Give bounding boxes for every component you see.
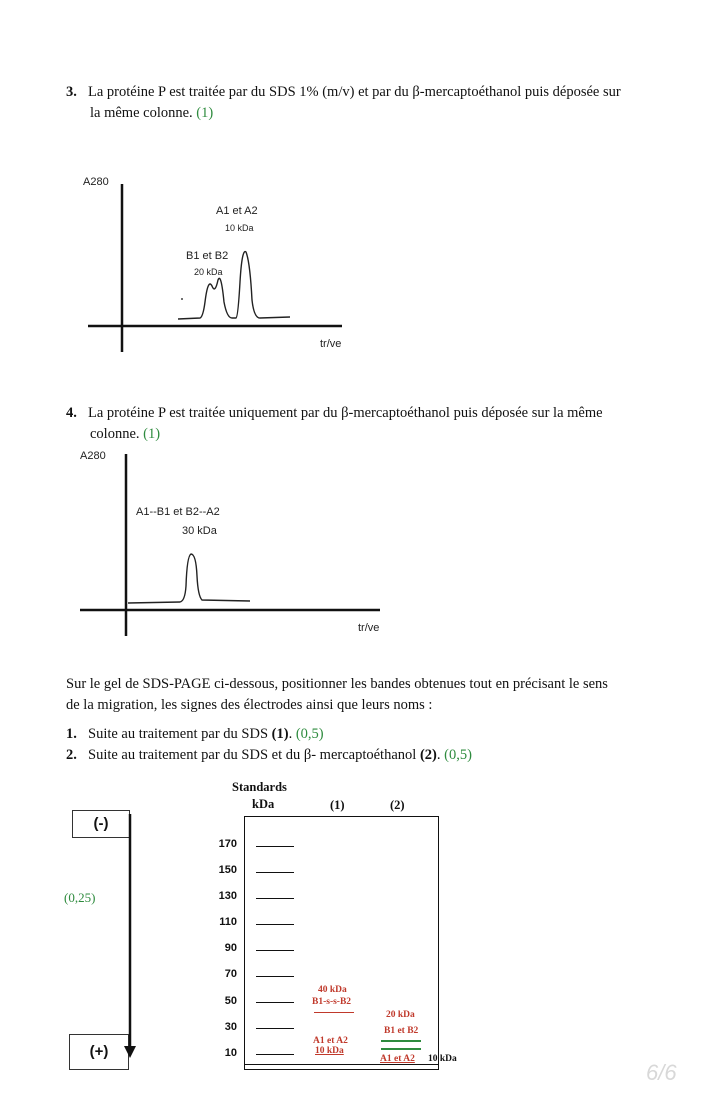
question-4-number: 4.	[66, 405, 77, 421]
lane-2-band-10	[381, 1048, 421, 1050]
list-item-1: 1. Suite au traitement par du SDS (1). (0,5)	[66, 726, 324, 742]
instructions	[66, 674, 686, 716]
marker-10: 10	[224, 1047, 237, 1059]
chromatogram-1	[70, 172, 370, 362]
standard-band-10	[256, 1054, 294, 1055]
peak-b-label: B1 et B2	[186, 250, 229, 262]
standard-band-130	[256, 898, 294, 899]
chromatogram-1-xlabel: tr/ve	[320, 338, 342, 350]
standard-band-30	[256, 1028, 294, 1029]
marker-110: 110	[219, 916, 237, 928]
chromatogram-2-trace	[128, 554, 250, 603]
question-4-text-b: colonne.	[90, 426, 140, 442]
lane-1-low-name: A1 et A2	[313, 1036, 348, 1046]
lane-1-header: (1)	[330, 798, 345, 812]
list-item-1-text: Suite au traitement par du SDS	[88, 726, 269, 742]
page-mark: 6/6	[646, 1060, 677, 1085]
lane-2-header: (2)	[390, 798, 405, 812]
question-4-text-a: La protéine P est traitée uniquement par du β-mercaptoéthanol puis déposée sur la même	[88, 405, 603, 421]
list-item-2-text: Suite au traitement par du SDS et du β- mercaptoéthanol	[88, 747, 417, 763]
standard-band-90	[256, 950, 294, 951]
lane-2-band-name: B1 et B2	[384, 1026, 419, 1036]
marker-70: 70	[224, 968, 237, 980]
standard-band-50	[256, 1002, 294, 1003]
chromatogram-2-xlabel: tr/ve	[358, 622, 380, 634]
question-3-number: 3.	[66, 84, 77, 100]
standards-unit: kDa	[252, 797, 275, 811]
marker-50: 50	[224, 995, 237, 1007]
lane-1-band-kda: 40 kDa	[318, 985, 347, 995]
list-item-1-ref: (1)	[271, 726, 289, 742]
arrow-points: (0,25)	[64, 890, 96, 905]
lane-1-low-kda: 10 kDa	[315, 1046, 344, 1056]
question-3-text-a: La protéine P est traitée par du SDS 1% (m/v) et par du β-mercaptoéthanol puis déposée sur	[88, 84, 621, 100]
chromatogram-1-plot	[70, 172, 370, 362]
question-3-points: (1)	[196, 105, 214, 121]
instructions-line-1: Sur le gel de SDS-PAGE ci-dessous, positionner les bandes obtenues tout en précisant le sens	[66, 676, 608, 692]
chromatogram-2-ylabel: A280	[80, 450, 106, 462]
list-item-1-points: (0,5)	[295, 726, 324, 742]
lane-1-band-name: B1-s-s-B2	[312, 997, 352, 1007]
peak-b-kda: 20 kDa	[194, 267, 223, 277]
standards-title: Standards	[232, 780, 287, 794]
marker-170: 170	[218, 838, 237, 850]
chromatogram-1-trace	[178, 252, 290, 319]
peak-a-label: A1 et A2	[216, 205, 258, 217]
gel-bottom-line	[244, 1064, 439, 1065]
standard-band-110	[256, 924, 294, 925]
lane-2-band-kda: 20 kDa	[386, 1010, 415, 1020]
question-4-points: (1)	[143, 426, 161, 442]
peak-a-kda: 10 kDa	[225, 223, 254, 233]
chromatogram-1-ylabel: A280	[83, 176, 109, 188]
lane-2-low-kda: 10 kDa	[428, 1054, 457, 1064]
lane-1-band-40	[314, 1012, 354, 1013]
peak-label: A1--B1 et B2--A2	[136, 506, 220, 518]
chromatogram-2-plot	[70, 446, 410, 646]
list-item-2-points: (0,5)	[444, 747, 472, 763]
list-item-2-ref: (2)	[419, 747, 437, 763]
migration-arrow	[120, 812, 140, 1072]
marker-30: 30	[224, 1021, 237, 1033]
list-item-1-number: 1.	[66, 726, 77, 742]
marker-150: 150	[218, 864, 237, 876]
marker-130: 130	[218, 890, 237, 902]
anode-box: (+)	[69, 1034, 129, 1070]
lane-2-low-name: A1 et A2	[380, 1054, 415, 1064]
chromatogram-2	[70, 446, 410, 646]
peak-kda: 30 kDa	[182, 525, 217, 537]
instructions-line-2: de la migration, les signes des électrodes ainsi que leurs noms :	[66, 697, 433, 713]
cathode-box: (-)	[72, 810, 130, 838]
standard-band-170	[256, 846, 294, 847]
standard-band-70	[256, 976, 294, 977]
marker-90: 90	[224, 942, 237, 954]
list-item-2-number: 2.	[66, 747, 77, 763]
lane-2-band-20	[381, 1040, 421, 1042]
question-4	[66, 403, 686, 445]
list-item-2: 2. Suite au traitement par du SDS et du β- mercaptoéthanol (2). (0,5)	[66, 747, 472, 763]
question-3	[66, 82, 686, 124]
standard-band-150	[256, 872, 294, 873]
question-3-text-b: la même colonne.	[90, 105, 193, 121]
